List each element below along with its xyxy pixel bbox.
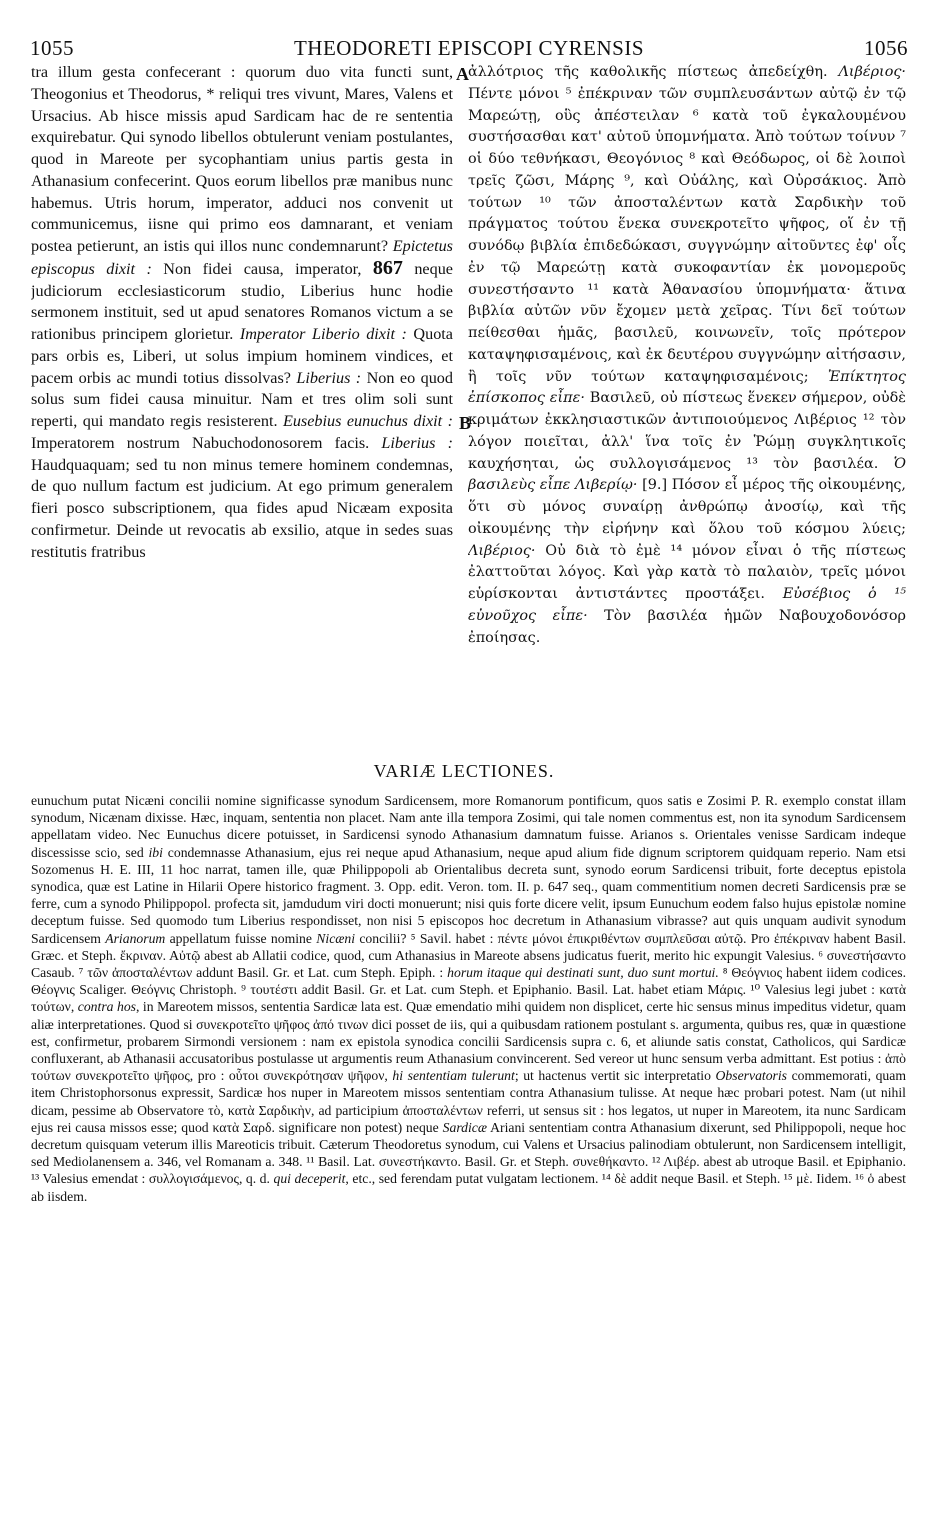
note-italic: Arianorum <box>105 930 166 946</box>
note-italic: qui deceperit <box>273 1171 346 1187</box>
latin-text: Haudquaquam; sed tu non minus temere hominem condemnas, de quo nullum factum est judicium. At ego primum generalem fieri posco subscriptionem, qua fides apud Nicæam exposita confirmetur. Deinde ut revocatis ab exsilio, atque in sedes suas restitutis fratribus <box>31 455 453 561</box>
note-text: condemnasse Athanasium, ejus rei neque apud Athanasium, neque apud alium fide dignum scriptorem quidquam reperio. Nam etsi Sozomenus H. E. III, 11 hoc narrat, tamen ille, quæ Philippopoli ab Orientalibus decreta sunt, synodo eorum Sardicensi tribuit, forte deceptus epistola synodica, quæ est Latine in Hilarii Opere historico fragment. 3. Opp. edit. Veron. tom. II. p. 647 seq., quam commentitium nomen decreti Sardicensis præ se ferre, cum a synodo Philippopol. profecta sit, jamdudum viri docti monuerunt; nisi quis forte dicere velit, ipsum Eunuchum eodem falso hujus epistolæ nomine deceptum fuisse. Sed quomodo tum Liberius respondisset, non nisi 5 episcopos hoc decretum in Athanasium vibrasse? aut quis unquam audivit synodum Sardicensem <box>31 844 906 946</box>
section-marker-a: A <box>456 64 469 84</box>
section-heading: VARIÆ LECTIONES. <box>373 761 555 781</box>
greek-text: ἀλλότριος τῆς καθολικῆς πίστεως ἀπεδείχθη. <box>468 64 839 80</box>
latin-text: tra illum gesta confecerant : quorum duo vita functi sunt, Theogonius et Theodorus, <box>31 63 453 103</box>
asterisk-mark: * <box>206 84 215 103</box>
column-number: 867 <box>372 256 403 279</box>
latin-text: Non fidei causa, imperator, <box>151 259 373 278</box>
latin-text: neque judiciorum ecclesiasticorum studio, Liberius hunc hodie sermonem instituit, sed ut apud senatores Romanos victum a se rationibus principem glorietur. <box>31 259 453 343</box>
greek-text: Οὐ διὰ τὸ ἐμὲ ¹⁴ μόνον εἶναι ὁ τῆς πίστεως ἐλαττοῦται λόγος. Καὶ γὰρ κατὰ τὸ παλαιὸν, τρεῖς μόνοι εὑρίσκονται ἀντιστάντες προστάξει. <box>468 542 906 602</box>
note-italic: hi sententiam tulerunt <box>392 1068 515 1084</box>
note-italic: Sardicæ <box>442 1119 487 1135</box>
note-italic: Observatoris <box>715 1068 788 1084</box>
note-text: , in Mareotem missos, sententia Sardicæ lata est. Quæ emendatio mihi quidem non displicet, certe hic sensus minus impeditus videtur, quam aliæ interpretationes. Quod si συνεκροτεῖτο ψῆφος ἀπό τινων dici posset de iis, qui a quibusdam rationem postulant s. argumenta, quibus res, quæ in quæstione est, confirmetur, probarem Sirmondi versionem : nam ex epistola synodica concilii Sardicensis supra c. 6, et aliunde satis constat, Catholicos, qui Sardicæ confluxerant, ab Athanasii accusatoribus postulasse ut argumentis reum Athanasium convincerent. Sed vereor ut hunc sensum verba admittant. Est potius : ἀπὸ τούτων συνεκροτεῖτο ψῆφος, pro : οὗτοι συνεκρότησαν ψῆφον, <box>31 999 906 1084</box>
speaker-label: Εὐσέβιος ὁ ¹⁵ εὐνοῦχος εἶπε· <box>468 586 906 624</box>
speaker-label: Λιβέριος· <box>838 64 906 80</box>
note-text: ⁸ Θεόγνιος habent iidem codices. Θέογνις Scaliger. Θεόγνις Christoph. ⁹ τουτέστι addit Basil. Gr. et Lat. cum Steph. et Epiphanio. Basil. Lat. habet etiam Μάρις. ¹⁰ Valesius legi jubet : κατὰ τούτων, <box>31 965 906 1015</box>
page-number-left: 1055 <box>30 36 74 60</box>
note-text: , etc., sed ferendam putat vulgatam lectionem. ¹⁴ δὲ addit neque Basil. et Steph. ¹⁵ μὲ. Iidem. ¹⁶ ὁ abest ab iisdem. <box>31 1171 906 1204</box>
latin-paragraph <box>31 62 453 563</box>
greek-text: Βασιλεῦ, οὐ πίστεως ἕνεκεν σήμερον, οὐδὲ κριμάτων ἐκκλησιαστικῶν ἀντιποιούμενος Λιβέριος ¹² τὸν λόγον ποιεῖται, ἀλλ' ἵνα τοῖς ἐν Ῥώμῃ συγκλητικοῖς καυχήσηται, ὡς συλλογισάμενος ¹³ τὸν βασιλέα. <box>468 390 906 472</box>
latin-text: Imperatorem nostrum Nabuchodonosorem facis. <box>31 433 382 452</box>
note-text: commemorati, quam item Christophorsonus expressit, Sardicæ hos nuper in Mareotem missos sententiam contra Athanasium tulisse. At neque hæc probari potest. Nam (ut nihil dicam, pessime ab Observatore τὸ, κατὰ Σαρδικὴν, ad participium ἀποσταλέντων referri, ut sensus sit : hos legatos, ut nuper in Mareotem, ita nunc Sardicam ejus rei causa missos esse; quod κατὰ Σαρδ. significare non potest) neque <box>31 1068 906 1135</box>
page-number-right: 1056 <box>864 36 908 60</box>
speaker-label: Ὁ βασιλεὺς εἶπε Λιβερίῳ· <box>468 455 906 494</box>
speaker-label: Imperator Liberio dixit : <box>239 325 407 343</box>
running-header <box>30 36 908 64</box>
greek-text: Τὸν βασιλέα ἡμῶν Ναβουχοδονόσορ ἐποίησας. <box>468 607 906 646</box>
note-italic: horum itaque qui destinati sunt, duo sunt mortui. <box>447 965 719 981</box>
greek-text-column <box>468 62 906 742</box>
latin-text-column <box>31 62 453 742</box>
speaker-label: Epictetus episcopus dixit : <box>31 237 453 278</box>
speaker-label: Eusebius eunuchus dixit : <box>282 412 453 430</box>
latin-text: Non eo quod solus sum fidei causa minuitur. Nam et tres olim soli sunt reperti, qui mandato regis resisterent. <box>31 368 453 430</box>
section-marker-b: B <box>459 413 472 433</box>
greek-text: [9.] Πόσον εἶ μέρος τῆς οἰκουμένης, ὅτι σὺ μόνος συναίρῃ ἀνθρώπῳ ἀνοσίῳ, καὶ τῆς οἰκουμένης τὴν εἰρήνην καὶ ὅλου τοῦ κόσμου λύεις; <box>468 477 906 537</box>
latin-text: Quota pars orbis es, Liberi, ut solus impium hominem vindices, et pacem orbis ac mundi totius dissolvas? <box>31 325 453 387</box>
speaker-label: Λιβέριος· <box>468 542 536 559</box>
note-text: eunuchum putat Nicæni concilii nomine significasse synodum Sardicensem, more Romanorum pontificum, quos satis e Zosimi P. R. exemplo constat illam synodum, Nicænam dixisse. Hæc, inquam, sententia non placet. Nam ante illa tempora Zosimi, qui tale nomen commentus est, non ita synodum Sardicensem appellatam video. Nec Eunuchus dicere potuisset, in Sardicensi synodo Athanasium damnatum fuisse. Arianos s. Orientales venisse Sardicam indeque discessisse scio, sed <box>31 793 906 860</box>
greek-paragraph <box>468 62 906 649</box>
speaker-label: Liberius : <box>381 433 453 452</box>
running-title: THEODORETI EPISCOPI CYRENSIS <box>293 36 645 60</box>
note-italic: contra hos <box>77 999 136 1015</box>
note-italic: ibi <box>148 844 163 860</box>
latin-text: reliqui tres vivunt, Mares, Valens et Ursacius. Ab hisce missis apud Sardicam hac de re sententia exquirebatur. Qui synodo libellos obtulerunt veniam postulantes, quod in Mareote per sycophantiam unius partis gesta in Athanasium confecerint. Quos eorum libellos præ manibus nunc habemus. Utris horum, imperator, adduci nos convenit ut communicemus, iisne qui primo eos damnarant, et veniam postea petierunt, an istis qui illos nunc condemnarunt? <box>31 84 453 255</box>
note-text: concilii? ⁵ Savil. habet : πέντε μόνοι ἐπικριθέντων συμπλεῦσαι αὐτῷ. Pro ἐπέκριναν habent Basil. Græc. et Steph. ἔκριναν. Αὐτῷ abest ab Allatii codice, quod, cum Athanasius in Mareote absens judicatus fuerit, merito hic expungit Valesius. ⁶ συνεστήσαντο Casaub. ⁷ τῶν ἀποσταλέντων addunt Basil. Gr. et Lat. cum Steph. Epiph. : <box>31 930 906 981</box>
speaker-label: Ἐπίκτητος ἐπίσκοπος εἶπε· <box>468 368 906 407</box>
note-text: Ariani sententiam contra Athanasium dixerunt, sed Philippopoli, neque hoc decretum quisquam veterum illis Mareoticis tribuit. Cæterum Theodoretus synodum, cui Valens et Ursacius palinodiam obtulerunt, non Sardicensem intelligit, sed Mediolanensem a. 346, vel Romanam a. 348. ¹¹ Basil. Lat. συνεστήκαντο. Basil. Gr. et Steph. συνεθήκαντο. ¹² Λιβέρ. abest ab utroque Basil. et Epiphanio. ¹³ Valesius emendat : συλλογισάμενος, q. d. <box>31 1119 906 1187</box>
greek-text: Πέντε μόνοι ⁵ ἐπέκριναν τῶν συμπλευσάντων αὐτῷ ἐν τῷ Μαρεώτῃ, οὓς ἀπέστειλαν ⁶ κατὰ τοῦ ἐγκαλουμένου συστήσασθαι κατ' αὐτοῦ ὑπομνήματα. Ἀπὸ τούτων τοίνυν ⁷ οἱ δύο τεθνήκασι, Θεογόνιος ⁸ καὶ Θεόδωρος, οἱ δὲ λοιποὶ τρεῖς ζῶσι, Μάρης ⁹, καὶ Οὐάλης, καὶ Οὐρσάκιος. Ἀπὸ τούτων ¹⁰ τῶν ἀποσταλέντων κατὰ Σαρδικὴν τοῦ πράγματος τούτου ἕνεκα συνεκροτεῖτο ψῆφος, οἵ ἐν τῇ συνόδῳ βιβλία ἐπιδεδώκασι, συγγνώμην αἰτοῦντες ἐφ' οἷς ἐν τῷ Μαρεώτῃ κατὰ συκοφαντίαν ἐκ μονομεροῦς συνεστήσαντο ¹¹ κατὰ Ἀθανασίου ὑπομνήματα· ἅτινα βιβλία αὐτῶν νῦν ἔχομεν μετὰ χεῖρας. Τίνι δεῖ τούτων πείθεσθαι ἡμᾶς, βασιλεῦ, κοινωνεῖν, τοῖς πρότερον καταψηφισαμένοις, καὶ ἐκ δευτέρου συγγνώμην αἰτήσασιν, ἢ τοῖς νῦν τούτων καταψηφισαμένοις; <box>468 85 906 385</box>
note-text: ; ut hactenus vertit sic interpretatio <box>514 1068 716 1084</box>
speaker-label: Liberius : <box>296 368 362 387</box>
note-text: appellatum fuisse nomine <box>165 930 317 946</box>
note-italic: Nicæni <box>316 930 356 946</box>
variant-readings-notes <box>31 792 906 1532</box>
